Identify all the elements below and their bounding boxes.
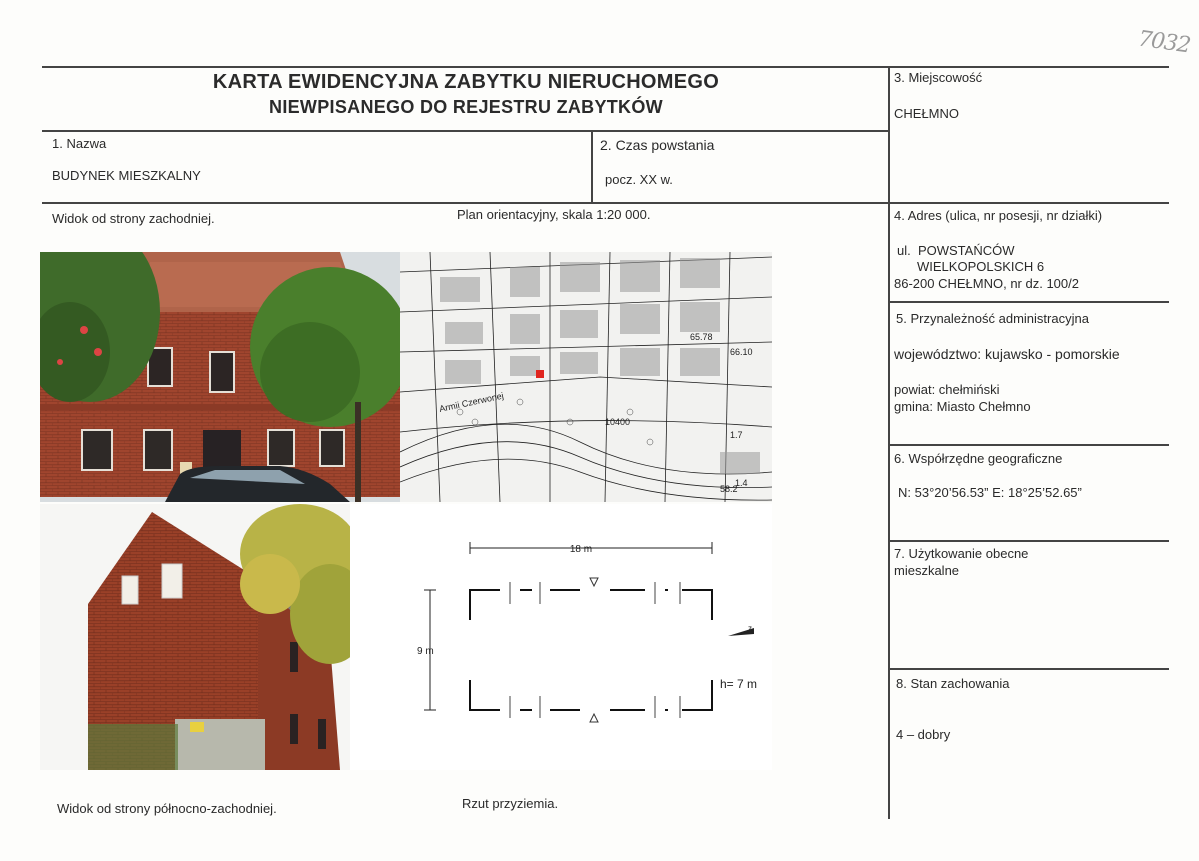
usage-label: 7. Użytkowanie obecne [894,546,1029,561]
map-height-5: 1.7 [730,430,743,440]
admin-bottom-rule [888,444,1169,446]
address-line-2: WIELKOPOLSKICH 6 [917,259,1045,274]
map-caption: Plan orientacyjny, skala 1:20 000. [457,207,651,222]
title-bottom-rule [42,130,890,132]
date-label: 2. Czas powstania [600,137,715,153]
orientation-map [400,252,772,502]
archive-number: 7032 [1136,26,1192,59]
address-label: 4. Adres (ulica, nr posesji, nr działki) [894,208,1103,223]
coords-bottom-rule [888,540,1169,542]
plan-width-label: 18 m [569,544,593,555]
map-street-label: Armii Czerwonej [438,390,505,414]
voivodeship-value: województwo: kujawsko - pomorskie [894,346,1120,362]
top-rule [42,66,1169,68]
map-height-6: 1.4 [735,478,748,488]
admin-label: 5. Przynależność administracyjna [896,311,1089,326]
town-value: CHEŁMNO [894,106,960,121]
town-label: 3. Miejscowość [894,70,983,85]
northwest-view-caption: Widok od strony północno-zachodniej. [57,801,277,816]
page-title: KARTA EWIDENCYJNA ZABYTKU NIERUCHOMEGO [212,71,720,93]
map-height-4: 58.2 [720,484,738,494]
condition-value: 4 – dobry [896,727,951,742]
map-height-3: 10400 [605,417,631,427]
plan-height-label: h= 7 m [720,677,758,691]
name-value: BUDYNEK MIESZKALNY [52,168,201,183]
condition-label: 8. Stan zachowania [896,676,1010,691]
map-height-2: 66.10 [730,347,753,357]
coords-label: 6. Współrzędne geograficzne [894,451,1063,466]
plan-depth-label: 9 m [417,646,434,657]
west-view-caption: Widok od strony zachodniej. [52,211,215,226]
county-value: powiat: chełmiński [894,382,1000,397]
west-view-photo [40,252,400,502]
name-label: 1. Nazwa [52,136,107,151]
north-label: z [748,624,752,633]
date-value: pocz. XX w. [605,172,673,187]
map-height-1: 65.78 [690,332,713,342]
ground-plan-caption: Rzut przyziemia. [462,796,559,811]
ground-floor-plan [350,504,772,770]
address-line-1: ul. POWSTAŃCÓW [897,243,1015,258]
page-subtitle: NIEWPISANEGO DO REJESTRU ZABYTKÓW [269,97,663,117]
northwest-view-photo [40,504,350,770]
commune-value: gmina: Miasto Chełmno [894,399,1031,414]
name-bottom-rule [42,202,1169,204]
right-column-divider [888,66,890,819]
usage-value: mieszkalne [894,563,960,578]
address-bottom-rule [888,301,1169,303]
usage-bottom-rule [888,668,1169,670]
name-date-divider [591,130,593,203]
coords-value: N: 53°20’56.53” E: 18°25’52.65” [898,485,1082,500]
address-line-3: 86-200 CHEŁMNO, nr dz. 100/2 [894,276,1079,291]
